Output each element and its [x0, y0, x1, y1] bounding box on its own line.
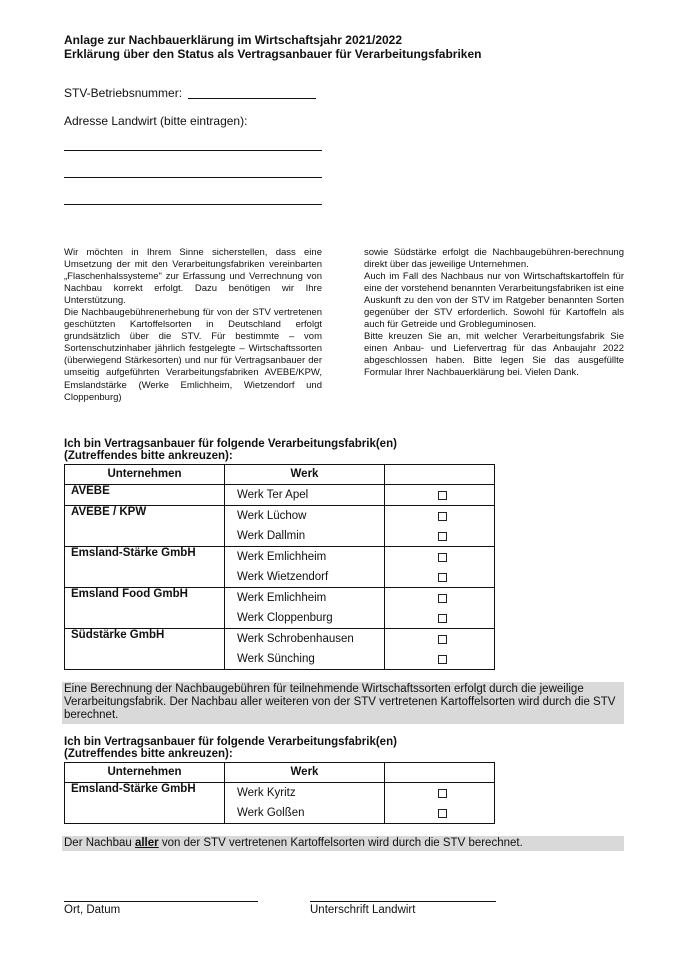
plant-name: Werk Lüchow: [237, 510, 307, 522]
company-name: AVEBE / KPW: [65, 506, 225, 547]
place-date-field[interactable]: [64, 901, 258, 902]
checkbox-cloppenburg[interactable]: [438, 614, 447, 623]
plant-name: Werk Emlichheim: [237, 592, 327, 604]
table-row: [65, 547, 495, 588]
section1-title-line1: Ich bin Vertragsanbauer für folgende Verarbeitungsfabrik(en): [64, 438, 397, 450]
plant-name: Werk Kyritz: [237, 787, 296, 799]
intro-paragraph: sowie Südstärke erfolgt die Nachbaugebühren-berechnung direkt über das jeweilige Unternehmen.: [364, 247, 624, 271]
plant-name: Werk Golßen: [237, 807, 305, 819]
intro-left-column: [64, 247, 322, 404]
company-name: Emsland-Stärke GmbH: [65, 783, 225, 824]
checkbox-wietzendorf[interactable]: [438, 573, 447, 582]
note-stv-billing: [62, 836, 624, 851]
checkbox-emlichheim-food[interactable]: [438, 594, 447, 603]
checkbox-schrobenhausen[interactable]: [438, 635, 447, 644]
intro-paragraph: Die Nachbaugebührenerhebung für von der STV vertretenen geschützten Kartoffelsorten in Deutschland erfolgt grundsätzlich über die STV. Für bestimmte – vom Sortenschutzinhaber jährlich festgelegte – Wirtschaftssorten (überwiegend Stärkesorten) und nur für Vertragsanbauer der umseitig aufgeführten Verarbeitungsfabriken AVEBE/KPW, Emslandstärke (Werke Emlichheim, Wietzendorf und Cloppenburg): [64, 307, 322, 403]
form-title-line2: Erklärung über den Status als Vertragsanbauer für Verarbeitungsfabriken: [64, 47, 482, 61]
betriebsnummer-field[interactable]: [188, 98, 316, 99]
intro-paragraph: Wir möchten in Ihrem Sinne sicherstellen, dass eine Umsetzung der mit den Verarbeitungsfabriken vereinbarten „Flaschenhalssysteme" zur Erfassung und Verrechnung von Nachbau korrekt erfolgt. Dazu benötigen wir Ihre Unterstützung.: [64, 247, 322, 307]
plant-name: Werk Sünching: [237, 653, 315, 665]
checkbox-dallmin[interactable]: [438, 532, 447, 541]
plant-name: Werk Wietzendorf: [237, 571, 329, 583]
note-billing-info: Eine Berechnung der Nachbaugebühren für teilnehmende Wirtschaftssorten erfolgt durch die jeweilige Verarbeitungsfabrik. Der Nachbau aller weiteren von der STV vertretenen Kartoffelsorten wird durch die STV berechnet.: [62, 682, 624, 724]
table-row: [65, 506, 495, 547]
section1-title: [64, 438, 397, 462]
note-text: Der Nachbau: [64, 837, 135, 849]
form-title-line1: Anlage zur Nachbauerklärung im Wirtschaftsjahr 2021/2022: [64, 33, 403, 47]
plant-name: Werk Dallmin: [237, 530, 306, 542]
note-text: von der STV vertretenen Kartoffelsorten wird durch die STV berechnet.: [158, 837, 523, 849]
column-header-company: Unternehmen: [65, 763, 225, 783]
signature-label: Unterschrift Landwirt: [310, 904, 416, 916]
company-name: Emsland Food GmbH: [65, 588, 225, 629]
adresse-field-line3[interactable]: [64, 204, 322, 205]
adresse-field-line1[interactable]: [64, 150, 322, 151]
note-emphasis: aller: [134, 837, 159, 849]
column-header-check: [385, 465, 495, 485]
betriebsnummer-label: STV-Betriebsnummer:: [64, 86, 183, 100]
factory-table-1: [64, 464, 495, 670]
signature-field[interactable]: [310, 901, 496, 902]
column-header-plant: Werk: [225, 465, 385, 485]
plant-name: Werk Ter Apel: [237, 489, 309, 501]
checkbox-suenching[interactable]: [438, 655, 447, 664]
plant-name: Werk Schrobenhausen: [237, 633, 354, 645]
table-row: [65, 588, 495, 629]
section1-title-line2: (Zutreffendes bitte ankreuzen):: [64, 450, 233, 462]
table-row: [65, 629, 495, 670]
company-name: Südstärke GmbH: [65, 629, 225, 670]
column-header-check: [385, 763, 495, 783]
section2-title-line1: Ich bin Vertragsanbauer für folgende Verarbeitungsfabrik(en): [64, 736, 397, 748]
section2-title: [64, 736, 397, 760]
table-row: [65, 485, 495, 506]
intro-paragraph: Auch im Fall des Nachbaus nur von Wirtschaftskartoffeln für eine der vorstehend benannten Verarbeitungsfabriken ist eine Auskunft zu den von der STV im Ratgeber benannten Sorten gegenüber der STV erforderlich. Sowohl für Kartoffeln als auch für Getreide und Grobleguminosen.: [364, 271, 624, 331]
checkbox-emlichheim-staerke[interactable]: [438, 553, 447, 562]
checkbox-luechow[interactable]: [438, 512, 447, 521]
column-header-plant: Werk: [225, 763, 385, 783]
place-date-label: Ort, Datum: [64, 904, 121, 916]
factory-table-2: [64, 762, 495, 824]
company-name: Emsland-Stärke GmbH: [65, 547, 225, 588]
table-row: [65, 783, 495, 824]
column-header-company: Unternehmen: [65, 465, 225, 485]
checkbox-ter-apel[interactable]: [438, 491, 447, 500]
company-name: AVEBE: [65, 485, 225, 506]
checkbox-kyritz[interactable]: [438, 789, 447, 798]
plant-name: Werk Emlichheim: [237, 551, 327, 563]
section2-title-line2: (Zutreffendes bitte ankreuzen):: [64, 748, 233, 760]
adresse-field-line2[interactable]: [64, 177, 322, 178]
plant-name: Werk Cloppenburg: [237, 612, 333, 624]
adresse-label: Adresse Landwirt (bitte eintragen):: [64, 114, 248, 128]
intro-right-column: [364, 247, 624, 380]
intro-paragraph: Bitte kreuzen Sie an, mit welcher Verarbeitungsfabrik Sie einen Anbau- und Liefervertrag für das Anbaujahr 2022 abgeschlossen haben. Bitte legen Sie das ausgefüllte Formular Ihrer Nachbauerklärung bei. Vielen Dank.: [364, 331, 624, 379]
checkbox-golssen[interactable]: [438, 809, 447, 818]
